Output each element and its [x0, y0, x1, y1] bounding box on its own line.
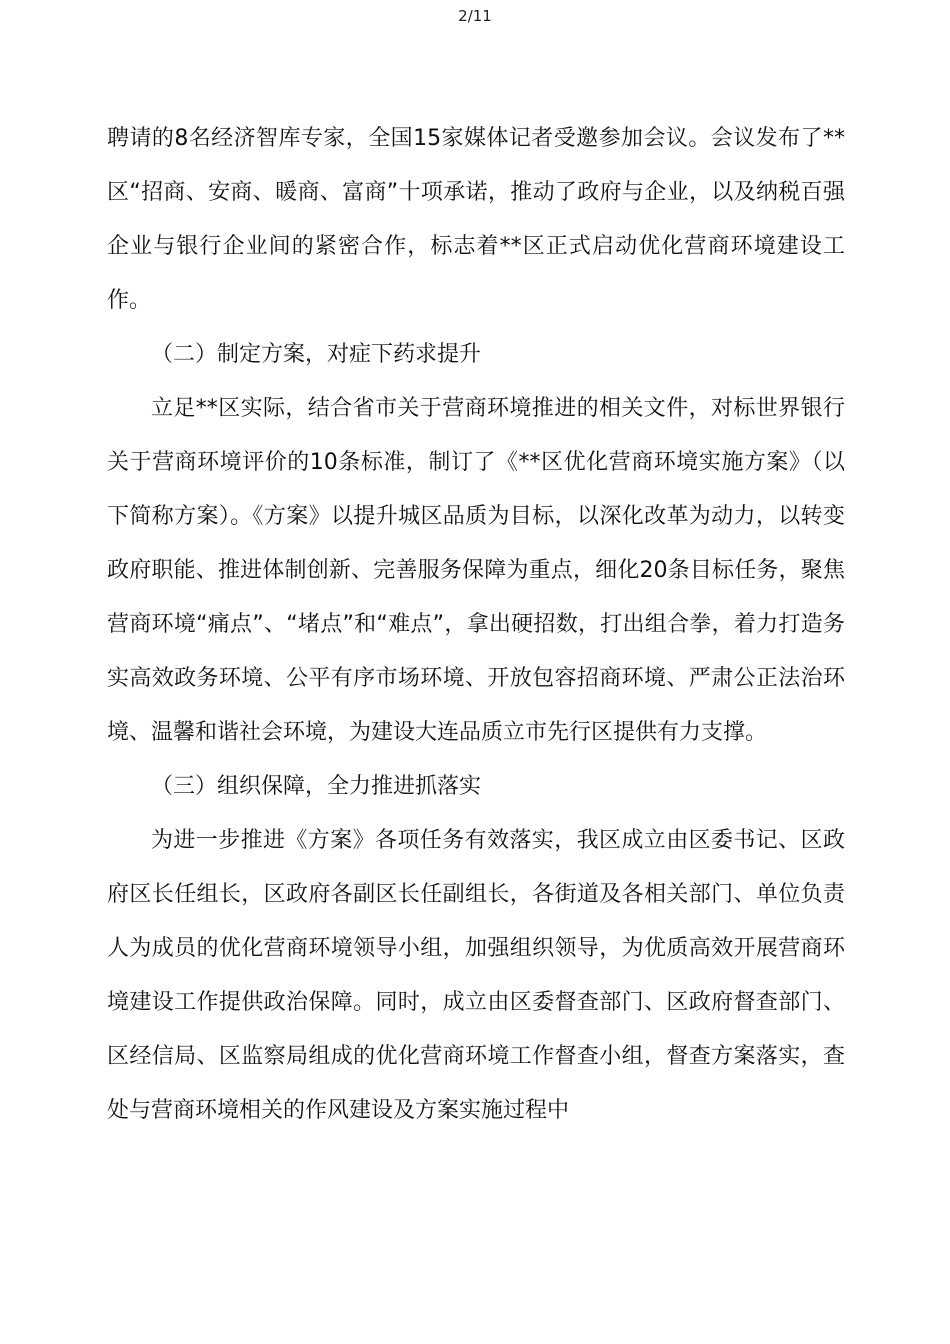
document-body [107, 112, 845, 1138]
page-number: 2/11 [458, 7, 492, 25]
paragraph-continuation: 聘请的8名经济智库专家，全国15家媒体记者受邀参加会议。会议发布了**区“招商、安商、暖商、富商”十项承诺，推动了政府与企业，以及纳税百强企业与银行企业间的紧密合作，标志着**区正式启动优化营商环境建设工作。 [107, 126, 845, 313]
section-heading-2: （二）制定方案，对症下药求提升 [151, 342, 482, 367]
paragraph-plan: 立足**区实际，结合省市关于营商环境推进的相关文件，对标世界银行关于营商环境评价的10条标准，制订了《**区优化营商环境实施方案》（以下简称方案）。《方案》以提升城区品质为目标，以深化改革为动力，以转变政府职能、推进体制创新、完善服务保障为重点，细化20条目标任务，聚焦营商环境“痛点”、“堵点”和“难点”，拿出硬招数，打出组合拳，着力打造务实高效政务环境、公平有序市场环境、开放包容招商环境、严肃公正法治环境、温馨和谐社会环境，为建设大连品质立市先行区提供有力支撑。 [107, 396, 845, 745]
section-heading-3: （三）组织保障，全力推进抓落实 [151, 774, 482, 799]
paragraph-organization: 为进一步推进《方案》各项任务有效落实，我区成立由区委书记、区政府区长任组长，区政府各副区长任副组长，各街道及各相关部门、单位负责人为成员的优化营商环境领导小组，加强组织领导，为优质高效开展营商环境建设工作提供政治保障。同时，成立由区委督查部门、区政府督查部门、区经信局、区监察局组成的优化营商环境工作督查小组，督查方案落实，查处与营商环境相关的作风建设及方案实施过程中 [107, 828, 845, 1123]
